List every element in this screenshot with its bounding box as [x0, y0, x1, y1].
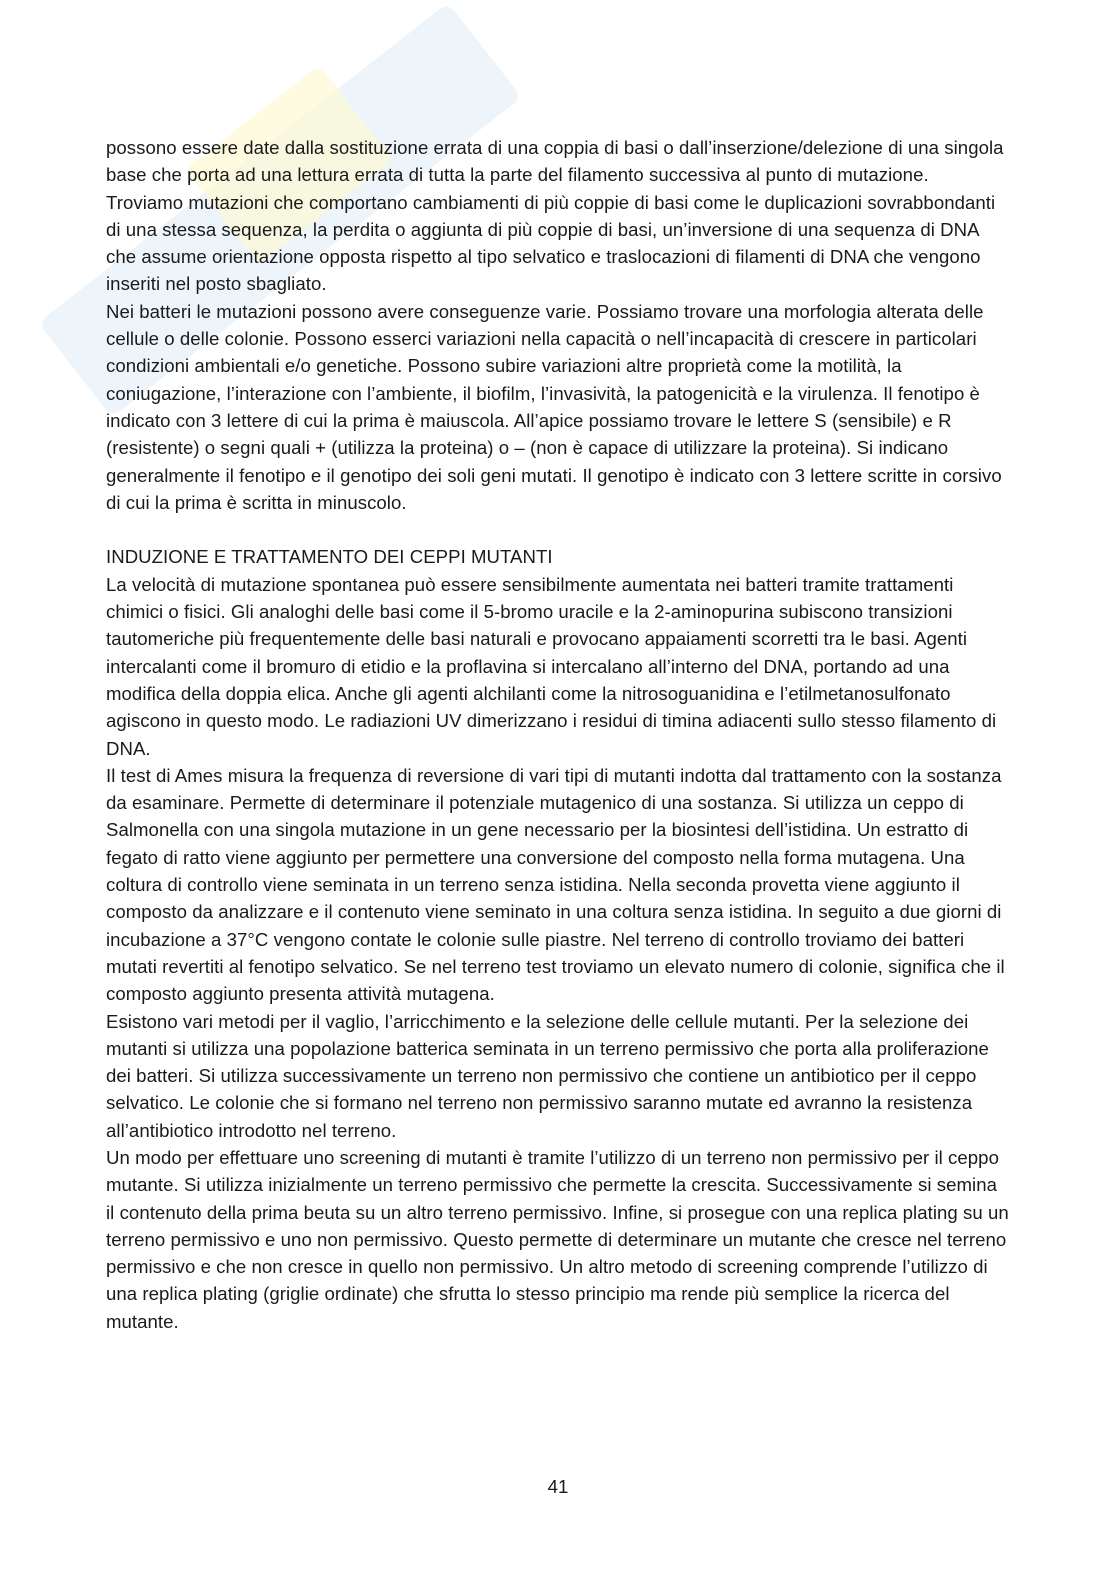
- paragraph: Il test di Ames misura la frequenza di reversione di vari tipi di mutanti indotta dal trattamento con la sostanza da esaminare. Permette di determinare il potenziale mutagenico di una sostanza. Si utilizza un ceppo di Salmonella con una singola mutazione in un gene necessario per la biosintesi dell’istidina. Un estratto di fegato di ratto viene aggiunto per permettere una conversione del composto nella forma mutagena. Una coltura di controllo viene seminata in un terreno senza istidina. Nella seconda provetta viene aggiunto il composto da analizzare e il contenuto viene seminato in una coltura senza istidina. In seguito a due giorni di incubazione a 37°C vengono contate le colonie sulle piastre. Nel terreno di controllo troviamo dei batteri mutati revertiti al fenotipo selvatico. Se nel terreno test troviamo un elevato numero di colonie, significa che il composto aggiunto presenta attività mutagena.: [106, 764, 1005, 1005]
- paragraph: Un modo per effettuare uno screening di mutanti è tramite l’utilizzo di un terreno non permissivo per il ceppo mutante. Si utilizza inizialmente un terreno permissivo che permette la crescita. Successivamente si semina il contenuto della prima beuta su un altro terreno permissivo. Infine, si prosegue con una replica plating su un terreno permissivo e uno non permissivo. Questo permette di determinare un mutante che cresce nel terreno permissivo e che non cresce in quello non permissivo. Un altro metodo di screening comprende l’utilizzo di una replica plating (griglie ordinate) che sfrutta lo stesso principio ma rende più semplice la ricerca del mutante.: [106, 1146, 1009, 1332]
- paragraph: possono essere date dalla sostituzione errata di una coppia di basi o dall’inserzione/delezione di una singola base che porta ad una lettura errata di tutta la parte del filamento successiva al punto di mutazione. Troviamo mutazioni che comportano cambiamenti di più coppie di basi come le duplicazioni sovrabbondanti di una stessa sequenza, la perdita o aggiunta di più coppie di basi, un’inversione di una sequenza di DNA che assume orientazione opposta rispetto al tipo selvatico e traslocazioni di filamenti di DNA che vengono inseriti nel posto sbagliato.: [106, 137, 1004, 295]
- document-body: [106, 134, 1010, 1335]
- paragraph: Esistono vari metodi per il vaglio, l’arricchimento e la selezione delle cellule mutanti. Per la selezione dei mutanti si utilizza una popolazione batterica seminata in un terreno permissivo che porta alla proliferazione dei batteri. Si utilizza successivamente un terreno non permissivo che contiene un antibiotico per il ceppo selvatico. Le colonie che si formano nel terreno non permissivo saranno mutate ed avranno la resistenza all’antibiotico introdotto nel terreno.: [106, 1010, 989, 1141]
- paragraph: Nei batteri le mutazioni possono avere conseguenze varie. Possiamo trovare una morfologia alterata delle cellule o delle colonie. Possono esserci variazioni nella capacità o nell’incapacità di crescere in particolari condizioni ambientali e/o genetiche. Possono subire variazioni altre proprietà come la motilità, la coniugazione, l’interazione con l’ambiente, il biofilm, l’invasività, la patogenicità e la virulenza. Il fenotipo è indicato con 3 lettere di cui la prima è maiuscola. All’apice possiamo trovare le lettere S (sensibile) e R (resistente) o segni quali + (utilizza la proteina) o – (non è capace di utilizzare la proteina). Si indicano generalmente il fenotipo e il genotipo dei soli geni mutati. Il genotipo è indicato con 3 lettere scritte in corsivo di cui la prima è scritta in minuscolo.: [106, 300, 1002, 513]
- page-number: 41: [547, 1476, 569, 1497]
- section-heading: INDUZIONE E TRATTAMENTO DEI CEPPI MUTANTI: [106, 546, 553, 568]
- paragraph: La velocità di mutazione spontanea può essere sensibilmente aumentata nei batteri tramite trattamenti chimici o fisici. Gli analoghi delle basi come il 5-bromo uracile e la 2-aminopurina subiscono transizioni tautomeriche più frequentemente delle basi naturali e provocano appaiamenti scorretti tra le basi. Agenti intercalanti come il bromuro di etidio e la proflavina si intercalano all’interno del DNA, portando ad una modifica della doppia elica. Anche gli agenti alchilanti come la nitrosoguanidina e l’etilmetanosulfonato agiscono in questo modo. Le radiazioni UV dimerizzano i residui di timina adiacenti sullo stesso filamento di DNA.: [106, 573, 997, 759]
